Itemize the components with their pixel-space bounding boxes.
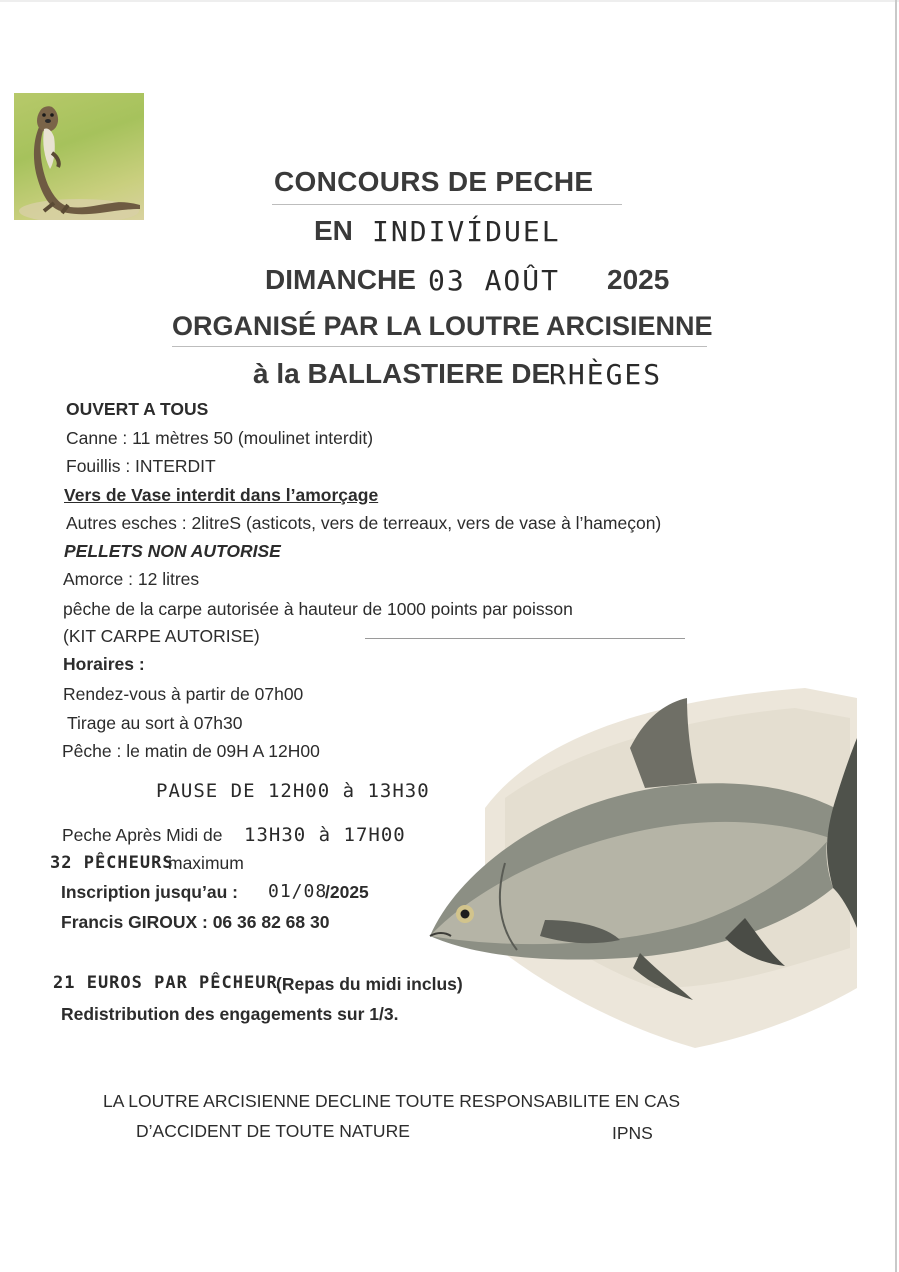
organiser-line: ORGANISÉ PAR LA LOUTRE ARCISIENNE <box>172 311 713 341</box>
inscription-prefix: Inscription jusqu’au : <box>61 882 238 902</box>
bream-fish-icon <box>425 688 857 1048</box>
fish-illustration <box>425 688 857 1048</box>
scan-right-edge <box>895 0 897 1272</box>
open-to-all: OUVERT A TOUS <box>66 399 209 419</box>
date-handwritten: 03 AOÛT <box>428 264 561 297</box>
day-label: DIMANCHE <box>265 264 416 295</box>
schedule-rdv: Rendez-vous à partir de 07h00 <box>63 684 304 704</box>
rule-amorce: Amorce : 12 litres <box>63 569 200 589</box>
individuel-handwritten: INDIVÍDUEL <box>372 215 561 248</box>
individuel-prefix: EN <box>314 215 353 246</box>
pecheurs-handwritten: 32 PÊCHEURS <box>50 853 174 873</box>
redistribution-line: Redistribution des engagements sur 1/3. <box>61 1004 399 1024</box>
rule-vers-vase: Vers de Vase interdit dans l’amorçage <box>64 485 379 505</box>
price-handwritten: 21 EUROS PAR PÊCHEUR <box>53 973 278 993</box>
organiser-underline <box>172 346 707 347</box>
title-underline <box>272 204 622 205</box>
disclaimer-line-1: LA LOUTRE ARCISIENNE DECLINE TOUTE RESPONSABILITE EN CAS <box>103 1091 681 1111</box>
otter-photo <box>14 93 144 220</box>
pecheurs-maximum: maximum <box>168 853 244 873</box>
contact-line: Francis GIROUX : 06 36 82 68 30 <box>61 912 330 932</box>
page-title: CONCOURS DE PECHE <box>274 166 594 197</box>
disclaimer-line-2: D’ACCIDENT DE TOUTE NATURE <box>136 1121 410 1141</box>
inscription-date-handwritten: 01/08 <box>268 881 328 902</box>
scan-top-edge <box>0 0 899 2</box>
inscription-year: /2025 <box>325 882 369 902</box>
scan-line-mark <box>365 638 685 639</box>
venue-prefix: à la BALLASTIERE DE <box>253 358 551 389</box>
schedule-pause-handwritten: PAUSE DE 12H00 à 13H30 <box>156 780 430 802</box>
price-meal-included: (Repas du midi inclus) <box>276 974 463 994</box>
schedule-afternoon-prefix: Peche Après Midi de <box>62 825 223 845</box>
otter-illustration <box>14 93 144 220</box>
schedule-heading: Horaires : <box>63 654 145 674</box>
schedule-matin: Pêche : le matin de 09H A 12H00 <box>62 741 320 761</box>
year-label: 2025 <box>607 264 670 295</box>
rule-esches: Autres esches : 2litreS (asticots, vers de terreaux, vers de vase à l’hameçon) <box>66 513 662 533</box>
schedule-afternoon-handwritten: 13H30 à 17H00 <box>244 824 406 846</box>
rule-fouillis: Fouillis : INTERDIT <box>66 456 216 476</box>
rule-kit-carpe: (KIT CARPE AUTORISE) <box>63 626 260 646</box>
schedule-tirage: Tirage au sort à 07h30 <box>67 713 243 733</box>
venue-handwritten: RHÈGES <box>549 358 663 391</box>
ipns-mark: IPNS <box>612 1123 653 1143</box>
rule-canne: Canne : 11 mètres 50 (moulinet interdit) <box>66 428 374 448</box>
rule-carpe: pêche de la carpe autorisée à hauteur de 1000 points par poisson <box>63 599 573 619</box>
rule-pellets: PELLETS NON AUTORISE <box>64 541 281 561</box>
